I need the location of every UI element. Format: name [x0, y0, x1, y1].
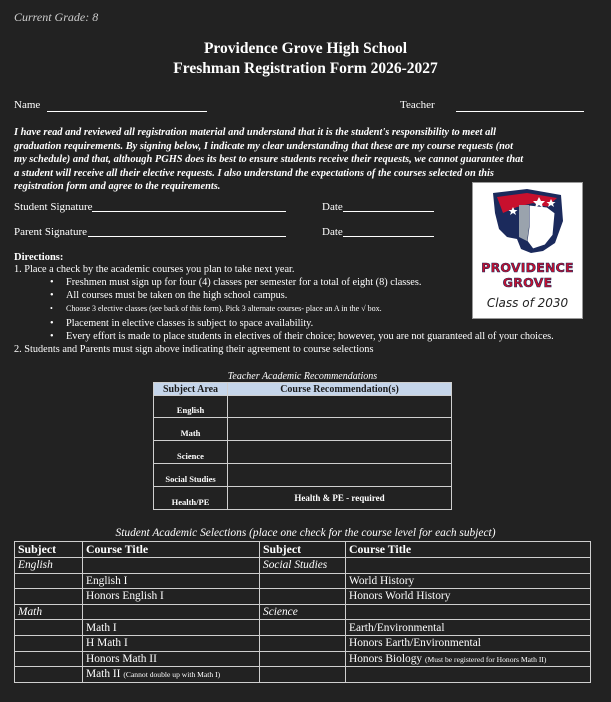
subject-social-studies: Social Studies — [260, 558, 346, 574]
statement-line: a student will receive all their elective requests. I also understand the expectations of the courses selected on this — [14, 167, 494, 179]
course-world-history[interactable]: World History — [346, 573, 591, 589]
empty-cell — [260, 667, 346, 683]
rec-subject: Social Studies — [154, 464, 228, 487]
course-earth-environmental[interactable]: Earth/Environmental — [346, 620, 591, 636]
check-box[interactable] — [260, 635, 346, 651]
course-h-math-i[interactable]: H Math I — [83, 635, 260, 651]
rec-subject: English — [154, 396, 228, 418]
direction-bullet-text: Placement in elective classes is subject to space availability. — [66, 318, 314, 329]
teacher-recs-table — [153, 382, 452, 510]
check-box[interactable] — [15, 573, 83, 589]
logo-word-grove: GROVE — [502, 275, 553, 290]
col-header-course-title: Course Title — [346, 542, 591, 558]
subject-science: Science — [260, 604, 346, 620]
current-grade: Current Grade: 8 — [14, 10, 99, 24]
statement-line: registration form and agree to the requirements. — [14, 181, 221, 193]
school-logo — [472, 182, 583, 319]
rec-value[interactable] — [228, 464, 452, 487]
statement-line: graduation requirements. By signing below, I indicate my clear understanding that these are my course requests (not — [14, 140, 513, 152]
col-header-course-title: Course Title — [83, 542, 260, 558]
course-math-ii: Math II — [86, 668, 121, 681]
course-honors-biology-cell[interactable] — [346, 651, 591, 667]
check-box[interactable] — [15, 620, 83, 636]
rec-value[interactable]: Health & PE - required — [228, 487, 452, 510]
rec-value[interactable] — [228, 418, 452, 441]
parent-signature-label: Parent Signature — [14, 226, 88, 238]
check-box[interactable] — [15, 589, 83, 605]
course-cell[interactable] — [346, 558, 591, 574]
rec-subject: Science — [154, 441, 228, 464]
direction-step-2: 2. Students and Parents must sign above indicating their agreement to course selections — [14, 344, 374, 355]
check-box[interactable] — [15, 651, 83, 667]
check-box[interactable] — [15, 667, 83, 683]
col-header-subject-area: Subject Area — [154, 383, 228, 396]
check-box[interactable] — [260, 620, 346, 636]
math-ii-note: (Cannot double up with Math I) — [123, 670, 221, 680]
direction-bullet — [50, 290, 287, 301]
direction-bullet-text: Freshmen must sign up for four (4) classes per semester for a total of eight (8) classes. — [66, 277, 422, 288]
form-title: Freshman Registration Form 2026-2027 — [173, 60, 438, 77]
teacher-label: Teacher — [400, 99, 435, 111]
direction-bullet — [50, 304, 382, 313]
name-field[interactable] — [47, 99, 207, 112]
check-box[interactable] — [260, 589, 346, 605]
direction-step-1: 1. Place a check by the academic courses you plan to take next year. — [14, 264, 295, 275]
col-header-subject: Subject — [15, 542, 83, 558]
direction-bullet-text: Choose 3 elective classes (see back of this form). Pick 3 alternate courses- place an A in the √ box. — [66, 304, 382, 313]
selections-caption: Student Academic Selections (place one check for the course level for each subject) — [115, 527, 496, 539]
direction-bullet — [50, 318, 313, 329]
course-honors-earth-environmental[interactable]: Honors Earth/Environmental — [346, 635, 591, 651]
course-honors-math-ii[interactable]: Honors Math II — [83, 651, 260, 667]
direction-bullet-text: All courses must be taken on the high school campus. — [66, 290, 288, 301]
course-cell[interactable] — [346, 604, 591, 620]
direction-bullet — [50, 331, 554, 342]
student-date-label: Date — [322, 201, 343, 213]
course-cell[interactable] — [83, 604, 260, 620]
school-name: Providence Grove High School — [203, 40, 408, 57]
directions-heading: Directions: — [14, 252, 64, 263]
col-header-subject: Subject — [260, 542, 346, 558]
col-header-course-rec: Course Recommendation(s) — [228, 383, 452, 396]
course-honors-biology: Honors Biology — [349, 652, 423, 665]
name-label: Name — [14, 99, 41, 111]
rec-value[interactable] — [228, 441, 452, 464]
parent-date-field[interactable] — [343, 224, 434, 237]
rec-subject: Math — [154, 418, 228, 441]
selections-table — [14, 541, 591, 683]
subject-math: Math — [15, 604, 83, 620]
biology-note: (Must be registered for Honors Math II) — [424, 654, 547, 664]
logo-word-providence: PROVIDENCE — [481, 260, 574, 275]
course-cell[interactable] — [83, 558, 260, 574]
student-signature-label: Student Signature — [14, 201, 93, 213]
logo-class-of: Class of 2030 — [486, 296, 569, 310]
direction-bullet-text: Every effort is made to place students in electives of their choice; however, you are not guaranteed all of your choices. — [66, 331, 554, 342]
empty-cell — [346, 667, 591, 683]
subject-english: English — [15, 558, 83, 574]
check-box[interactable] — [15, 635, 83, 651]
teacher-recs-caption: Teacher Academic Recommendations — [227, 371, 378, 382]
parent-date-label: Date — [322, 226, 343, 238]
course-honors-world-history[interactable]: Honors World History — [346, 589, 591, 605]
student-date-field[interactable] — [343, 199, 434, 212]
rec-subject: Health/PE — [154, 487, 228, 510]
patriot-head-icon — [473, 183, 582, 255]
direction-bullet — [50, 277, 421, 288]
parent-signature-field[interactable] — [88, 224, 286, 237]
statement-line: I have read and reviewed all registration material and understand that it is the student's responsibility to meet all — [14, 127, 497, 138]
course-math-i[interactable]: Math I — [83, 620, 260, 636]
check-box[interactable] — [260, 573, 346, 589]
statement-line: my schedule) and that, although PGHS does its best to ensure students receive their requests, we cannot guarantee that — [14, 154, 524, 166]
course-honors-english-i[interactable]: Honors English I — [83, 589, 260, 605]
rec-value[interactable] — [228, 396, 452, 418]
course-math-ii-cell[interactable] — [83, 667, 260, 683]
course-english-i[interactable]: English I — [83, 573, 260, 589]
teacher-field[interactable] — [456, 99, 584, 112]
check-box[interactable] — [260, 651, 346, 667]
student-signature-field[interactable] — [92, 199, 286, 212]
